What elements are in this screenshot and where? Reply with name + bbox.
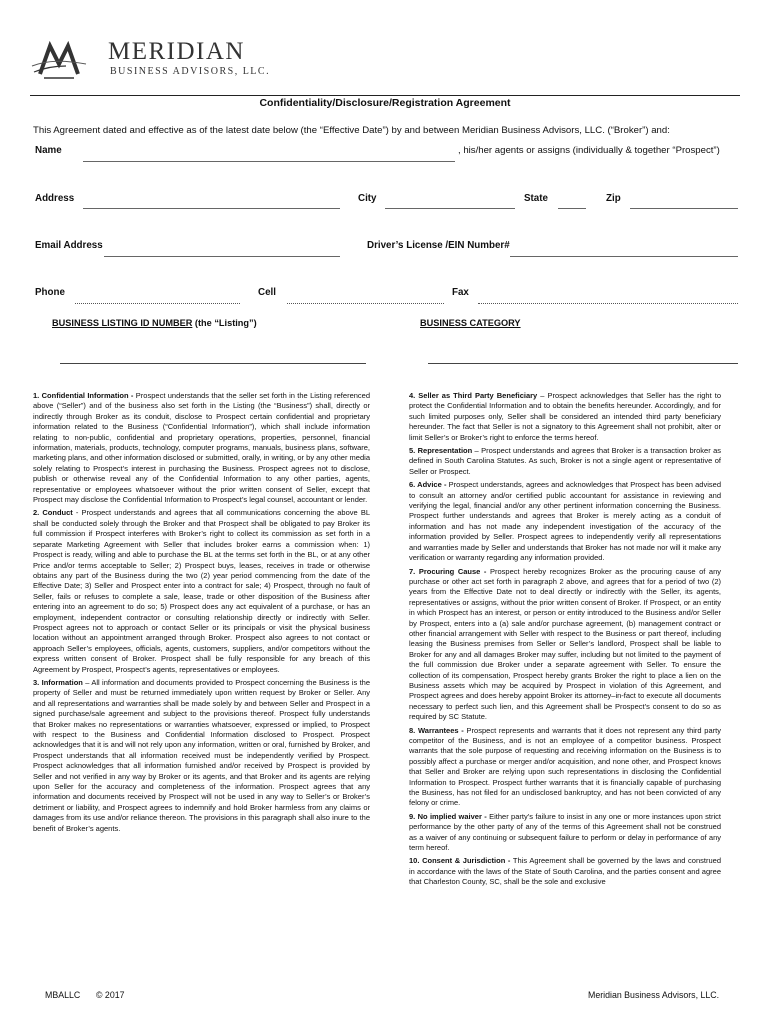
email-field[interactable] [104,256,340,257]
fax-label: Fax [452,287,469,298]
zip-label: Zip [606,193,621,204]
fax-field[interactable] [478,303,738,304]
state-field[interactable] [558,208,586,209]
footer-copyright: © 2017 [96,990,125,1000]
license-label: Driver’s License /EIN Number# [367,240,510,251]
name-label: Name [35,145,62,156]
logo-subtitle: BUSINESS ADVISORS, LLC. [110,66,271,77]
clause-1 [33,391,370,505]
right-column [409,391,721,891]
phone-field[interactable] [75,303,240,304]
clause-3-heading: 3. Information [33,677,83,687]
logo-name: MERIDIAN [108,38,245,65]
clause-3 [33,678,370,834]
clause-5 [409,446,721,477]
clause-5-heading: 5. Representation [409,446,473,456]
cell-label: Cell [258,287,276,298]
clause-9-heading: 9. No implied waiver - [409,811,487,821]
clause-8-heading: 8. Warrantees - [409,725,464,735]
clause-2-text: - Prospect understands and agrees that all communications concerning the above BL shall be conducted solely through the Broker and that Prospect shall be obligated to pay Broker its full commission if Prospect interferes with Broker’s right to collect its commission as set forth in a separate Marketing Agreement with Seller that includes broker earns a commission when: 1) Prospect is ready, willing and able to purchase the BL at the terms set forth in the BL, or at any other Price and/or terms acceptable to Seller; 2) Prospect buys, leases, receives in trade or otherwise obtains any part of the Business during the two (2) year period commencing from the date of the Effective Date; 3) Seller and Prospect enter into a contract for sale; 4) Prospect, through no fault of Seller, fails or refuses to complete a sale, lease, trade or other disposition of the Business after entering into an agreement to do so; 5) Prospect does any act equivalent of a purchase, or has an employment, independent contractor or consulting relationship directly or indirectly with Seller. Prospect agrees not to approach or contact Seller or its principals or visit the physical business location without an appointment arranged through Broker. Prospect also agrees to not contact or approach Seller’s employees, officials, agents, customers, suppliers, and/or competitors without the express written consent of Broker. Prospect shall be fully responsible for any breach of this Agreement by Prospect, Prospect’s agents, representatives or employees. [33,508,370,674]
address-label: Address [35,193,75,204]
cell-field[interactable] [287,303,444,304]
zip-field[interactable] [630,208,738,209]
clause-1-heading: 1. Confidential Information - [33,391,134,400]
city-label: City [358,193,377,204]
left-column [33,391,370,837]
clause-2 [33,508,370,675]
clause-7-text: Prospect hereby recognizes Broker as the procuring cause of any purchase or other act set forth in paragraph 2 above, and agrees that for a period of two (2) years from the Effective Date not to deal directly or indirectly with the Seller, its agents, representatives or assigns, without the prior written consent of Broker. If Prospect, or an entity in which Prospect has an interest, or person or entity introduced to the Business and/or Seller by Prospect, enters into a (a) sale and/or purchase agreement, (b) management contract or other financial arrangement with Seller with respect to the Business or part thereof, including leasing the Business premises from Seller or Seller’s landlord, Prospect shall be liable to Broker for any and all damages Broker may suffer, including but not limited to the payment of the full commission due Broker under a separate agreement with Seller. To ensure the collection of its compensation, Prospect hereby grants Broker the right to place a lien on the Business assets which may be acquired by Prospect in violation of this Agreement, and Prospect agrees and does hereby appoint Broker its attorney–in-fact to execute all documents necessary to perfect such lien, and this Agreement shall be Prospect’s consent to do so as required by SC Statute. [409,566,721,722]
listing-suffix: (the “Listing”) [192,318,257,328]
address-field[interactable] [83,208,340,209]
document-title: Confidentiality/Disclosure/Registration Agreement [259,97,511,109]
clause-10 [409,856,721,887]
listing-label: BUSINESS LISTING ID NUMBER [52,318,193,328]
clause-4-heading: 4. Seller as Third Party Beneficiary [409,391,538,400]
clause-9-text: Either party’s failure to insist in any one or more instances upon strict performance by the other party of any of the terms of this Agreement shall not be construed as a waiver of any continuing or subsequent failure to perform or delay in performance of any term hereof. [409,811,721,853]
clause-6-heading: 6. Advice - [409,480,447,490]
header-rule [30,95,740,96]
clause-3-text: – All information and documents provided to Prospect concerning the Business is the property of Seller and must be returned immediately upon written request by Broker or Seller. Any and all representations and warranties shall be made solely by and between Seller and Prospect in a signed purchase/sale agreement and subject to the provisions thereof. Prospect fully understands that Broker makes no representations or warranties whatsoever, expressed or implied, to Prospect with respect to the Business and Confidential Information disclosed to Prospect. Prospect acknowledges that it is and will not rely upon any information, written or oral, furnished by Broker, and Prospect understands that all information received must be independently verified by Prospect. Prospect acknowledges that all information furnished and/or received by Prospect is provided by Seller and not verified in any way by Broker or its agents, and that Broker and its agents are relying upon Seller for the accuracy and completeness of the information. Prospect agrees that any information and documents received by Prospect will not be used in any way to Seller’s or Broker’s detriment or liability, and Prospect agrees to indemnify and hold Broker harmless from any claims or damages from its use and/or reliance thereon. The provisions in this paragraph shall also inure to the benefit of Broker’s agents. [33,677,370,833]
category-field[interactable] [428,363,738,364]
footer-code: MBALLC [45,990,81,1000]
phone-label: Phone [35,287,65,298]
footer-company: Meridian Business Advisors, LLC. [588,990,720,1000]
name-suffix: , his/her agents or assigns (individually & together “Prospect”) [458,145,720,156]
clause-7 [409,567,721,723]
category-label: BUSINESS CATEGORY [420,318,521,328]
meridian-m-logo-icon [30,38,88,80]
listing-field[interactable] [60,363,366,364]
clause-6-text: Prospect understands, agrees and acknowledges that Prospect has been advised to consult an attorney and/or certified public accountant for assistance in reviewing and verifying the legal, financial and/or any other pertinent information concerning the Business. Prospect further understands and agrees that Broker is merely acting as a conduit of information and has not made any independent investigation of the accuracy of the information provided by Seller. Prospect agrees to independently verify all representations and warranties made by Seller and understands that Broker has not made nor will it make any verification or warranty regarding any information provided. [409,480,721,563]
clause-10-text: This Agreement shall be governed by the laws and construed in accordance with the laws of the State of South Carolina, and the parties consent and agree that Charleston County, SC, shall be the sole and exclusive [409,856,721,887]
clause-6 [409,480,721,563]
intro-text: This Agreement dated and effective as of the latest date below (the “Effective Date”) by and between Meridian Business Advisors, LLC. (“Broker”) and: [33,125,670,136]
state-label: State [524,193,548,204]
clause-1-text: Prospect understands that the seller set forth in the Listing referenced above (“Seller”) and of the business also set forth in the Listing (the “Business”) shall, directly or indirectly through Broker as its conduit, disclose to Prospect certain confidential and proprietary information related to the Business (“Confidential Information”), which shall include information relating to non-public, confidential and proprietary operations, properties, personnel, financial information, materials, products, technology, computer programs, manuals, business plans, software, marketing plans, and other information disclosed or submitted, orally, in writing, or by any other media solely relating to Prospect’s interest in purchasing the Business. Prospect agrees not to disclose, publish or otherwise reveal any of the Confidential Information to any other parties, agents, representative or employees whatsoever without the prior written consent of Seller, except that Prospect may disclose the Confidential Information to Prospect’s legal counsel, accountant or lender. [33,391,370,505]
license-field[interactable] [510,256,738,257]
listing-heading [52,318,257,328]
clause-9 [409,812,721,854]
clause-10-heading: 10. Consent & Jurisdiction - [409,856,511,866]
city-field[interactable] [385,208,515,209]
clause-8-text: Prospect represents and warrants that it does not represent any third party competitor of the Business, and is not an employee of a competitor business. Prospect warrants that the sole purpose of requesting and receiving information on the Business is to possibly affect a purchase or merger and/or acquisition, and none other, and Prospect knows that Seller and Broker are relying upon such representations in disclosing the Confidential Information to Prospect. Prospect further warrants that it is financially capable of purchasing the Business, has not filed for an undisclosed bankruptcy, and has not been convicted of any felony or crime. [409,725,721,808]
clause-7-heading: 7. Procuring Cause - [409,566,487,576]
clause-4-text: – Prospect acknowledges that Seller has the right to protect the Confidential Information and to obtain the benefits hereunder. Accordingly, and for such limited purposes only, Seller shall be considered an intended third party beneficiary hereunder. The fact that Seller is not a signatory to this Agreement shall not prohibit, alter or limit Seller’s or Broker’s right to enforce the terms hereof. [409,391,721,442]
clause-5-text: – Prospect understands and agrees that Broker is a transaction broker as defined in South Carolina Statutes. As such, Broker is not a single agent or representative of Seller or Prospect. [409,446,721,476]
email-label: Email Address [35,240,103,251]
clause-2-heading: 2. Conduct [33,508,73,518]
clause-8 [409,726,721,809]
name-field[interactable] [83,161,455,162]
clause-4 [409,391,721,443]
